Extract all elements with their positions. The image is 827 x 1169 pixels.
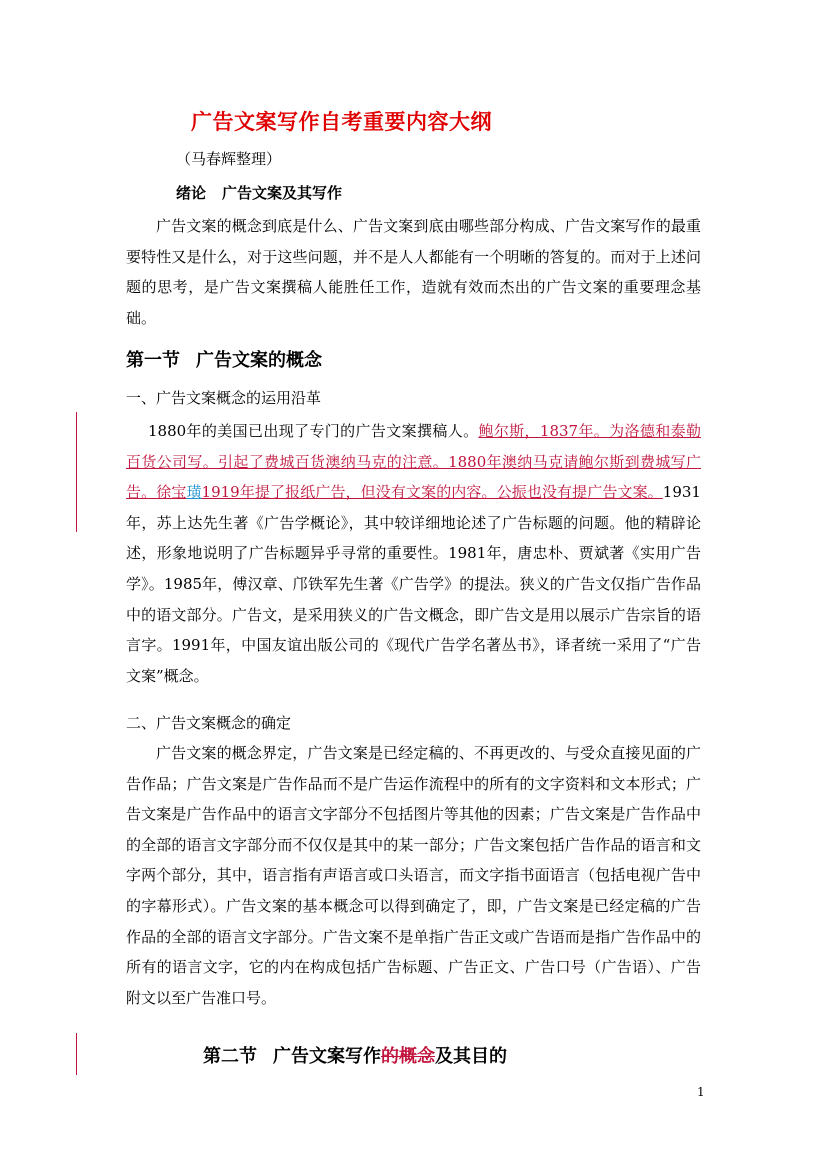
section1-title: 广告文案的概念 [196, 350, 322, 371]
tracked-insertion: 鲍尔斯，1837年。为洛德和泰勒百货公司写。引起了费城百货澳纳马克的注意。1880年澳纳马克请鲍尔斯到费城写广告。徐宝 [126, 422, 701, 502]
tracked-insertion-blue: 璜 [186, 483, 202, 502]
history-text-end: 1931年，苏上达先生著《广告学概论》，其中较详细地论述了广告标题的问题。他的精辟论述，形象地说明了广告标题异乎寻常的重要性。1981年，唐忠朴、贾斌著《实用广告学》。1985年，傅汉章、邝铁军先生著《广告学》的提法。狭义的广告文仅指广告作品中的语文部分。广告文，是采用狭义的广告文概念，即广告文是用以展示广告宗旨的语言字。1991年，中国友谊出版公司的《现代广告学名著丛书》，译者统一采用了“广告文案”概念。 [126, 483, 701, 685]
history-text-start: 1880年的美国已出现了专门的广告文案撰稿人。 [148, 422, 479, 440]
section2-number: 第二节 [203, 1046, 257, 1067]
page-number: 1 [697, 1085, 705, 1099]
section1-heading [126, 346, 322, 372]
revision-change-bar [76, 412, 77, 532]
tracked-deletion: 的概念 [381, 1046, 435, 1067]
revision-change-bar-2 [76, 1033, 77, 1075]
intro-heading-label: 绪论 [176, 184, 207, 202]
intro-heading-title: 广告文案及其写作 [222, 184, 343, 202]
subsection1-heading: 一、广告文案概念的运用沿革 [126, 389, 322, 407]
section2-heading [203, 1042, 507, 1068]
document-title: 广告文案写作自考重要内容大纲 [191, 109, 492, 134]
intro-heading [176, 182, 342, 203]
tracked-insertion-2: 1919年提了报纸广告，但没有文案的内容。公振也没有提广告文案。 [201, 483, 663, 502]
subsection2-heading: 二、广告文案概念的确定 [126, 714, 292, 732]
subsection1-paragraph [126, 416, 701, 691]
section1-number: 第一节 [126, 350, 180, 371]
intro-paragraph: 广告文案的概念到底是什么、广告文案到底由哪些部分构成、广告文案写作的最重要特性又是什么，对于这些问题，并不是人人都能有一个明晰的答复的。而对于上述问题的思考，是广告文案撰稿人能胜任工作，造就有效而杰出的广告文案的重要理念基础。 [126, 217, 701, 327]
subsection2-paragraph: 广告文案的概念界定，广告文案是已经定稿的、不再更改的、与受众直接见面的广告作品；广告文案是广告作品而不是广告运作流程中的所有的文字资料和文本形式；广告文案是广告作品中的语言文字部分不包括图片等其他的因素；广告文案是广告作品中的全部的语言文字部分而不仅仅是其中的某一部分；广告文案包括广告作品的语言和文字两个部分，其中，语言指有声语言或口头语言，而文字指书面语言（包括电视广告中的字幕形式）。广告文案的基本概念可以得到确定了，即，广告文案是已经定稿的广告作品的全部的语言文字部分。广告文案不是单指广告正文或广告语而是指广告作品中的所有的语言文字，它的内在构成包括广告标题、广告正文、广告口号（广告语）、广告附文以至广告准口号。 [126, 744, 701, 1007]
section2-title-part2: 及其目的 [435, 1046, 507, 1067]
section2-title-part1: 广告文案写作 [273, 1046, 381, 1067]
editor-credit: （马春辉整理） [176, 150, 282, 168]
